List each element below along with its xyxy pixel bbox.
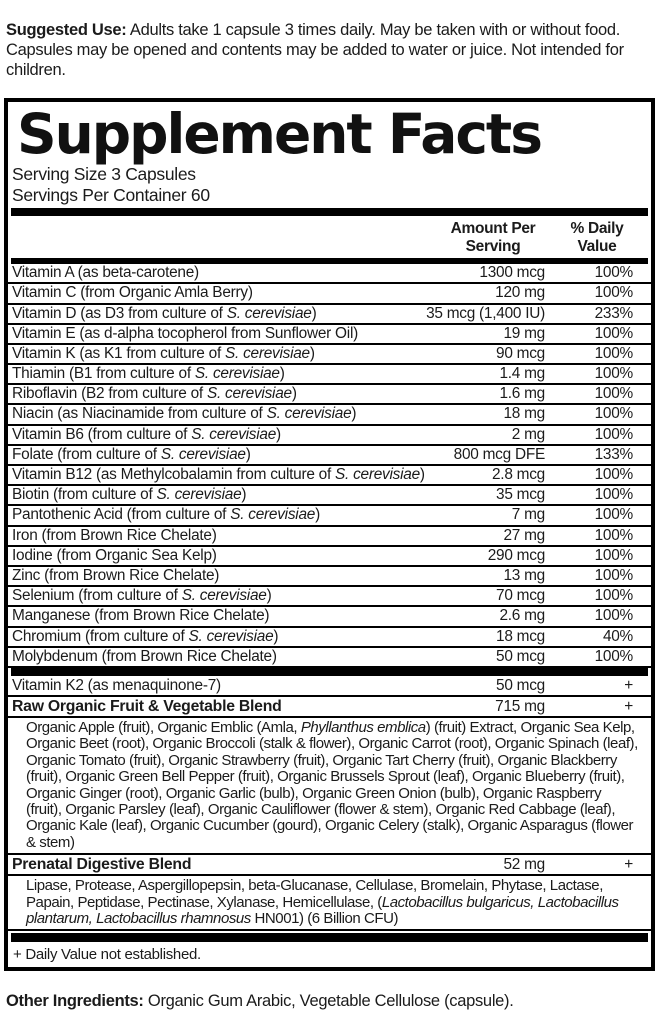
nutrient-amount: 2.6 mg bbox=[499, 607, 545, 625]
suggested-use-label: Suggested Use: bbox=[6, 20, 127, 39]
nutrient-name: Iodine (from Organic Sea Kelp) bbox=[12, 546, 217, 564]
table-row bbox=[8, 628, 651, 648]
nutrient-amount: 2.8 mcg bbox=[492, 466, 545, 483]
nutrient-daily-value: 100% bbox=[594, 566, 633, 584]
nutrient-name: Raw Organic Fruit & Vegetable Blend bbox=[12, 697, 282, 715]
nutrient-daily-value: 100% bbox=[594, 344, 633, 362]
table-row bbox=[8, 527, 651, 547]
divider-thick-top bbox=[11, 208, 648, 216]
table-row bbox=[8, 676, 651, 697]
nutrient-name: Molybdenum (from Brown Rice Chelate) bbox=[12, 647, 277, 665]
nutrient-amount: 35 mcg (1,400 IU) bbox=[426, 304, 545, 322]
nutrient-amount: 1.6 mg bbox=[499, 385, 545, 403]
nutrient-name: Biotin (from culture of S. cerevisiae) bbox=[12, 486, 247, 504]
nutrient-name: Chromium (from culture of S. cerevisiae) bbox=[12, 627, 279, 645]
nutrient-amount: 120 mg bbox=[495, 284, 545, 302]
table-row bbox=[8, 325, 651, 345]
nutrient-name: Zinc (from Brown Rice Chelate) bbox=[12, 566, 220, 584]
other-ingredients-label: Other Ingredients: bbox=[6, 991, 144, 1010]
nutrient-name: Vitamin D (as D3 from culture of S. cerevisiae) bbox=[12, 304, 317, 322]
nutrient-amount: 1.4 mg bbox=[499, 365, 545, 383]
nutrient-daily-value: 100% bbox=[594, 466, 633, 483]
nutrient-name: Vitamin C (from Organic Amla Berry) bbox=[12, 284, 253, 302]
nutrient-amount: 90 mcg bbox=[496, 344, 545, 362]
nutrient-name: Vitamin K (as K1 from culture of S. cerevisiae) bbox=[12, 344, 315, 362]
nutrient-daily-value: + bbox=[624, 697, 633, 715]
nutrient-amount: 19 mg bbox=[503, 324, 545, 342]
nutrient-name: Vitamin B12 (as Methylcobalamin from culture of S. cerevisiae) bbox=[12, 466, 425, 483]
table-row bbox=[8, 587, 651, 607]
blend-rows bbox=[8, 676, 651, 931]
nutrient-daily-value: 100% bbox=[594, 284, 633, 302]
divider-thick-bottom bbox=[11, 933, 648, 942]
table-row bbox=[8, 607, 651, 627]
nutrient-amount: 13 mg bbox=[503, 566, 545, 584]
nutrient-name: Vitamin B6 (from culture of S. cerevisiae) bbox=[12, 425, 281, 443]
nutrient-daily-value: 100% bbox=[594, 324, 633, 342]
table-row bbox=[8, 405, 651, 425]
nutrient-daily-value: 40% bbox=[602, 627, 633, 645]
nutrient-amount: 18 mg bbox=[503, 405, 545, 423]
nutrient-daily-value: 100% bbox=[594, 264, 633, 282]
table-row bbox=[8, 648, 651, 668]
divider-thick-middle bbox=[11, 668, 648, 676]
table-row bbox=[8, 446, 651, 466]
table-row bbox=[8, 506, 651, 526]
nutrient-amount: 70 mcg bbox=[496, 587, 545, 605]
nutrient-daily-value: + bbox=[624, 676, 633, 694]
nutrient-amount: 1300 mcg bbox=[479, 264, 545, 282]
table-row bbox=[8, 567, 651, 587]
table-row bbox=[8, 855, 651, 876]
nutrient-daily-value: 100% bbox=[594, 385, 633, 403]
nutrient-amount: 715 mg bbox=[495, 697, 545, 715]
blend-ingredients-text: Lipase, Protease, Aspergillopepsin, beta-Glucanase, Cellulase, Bromelain, Phytase, Lactase, Papain, Peptidase, Pectinase, Xylanase, Hemicellulase, (Lactobacillus bulgaricus, Lactobacillus plantarum, Lactobacillus rhamnosus HN001) (6 Billion CFU) bbox=[8, 876, 651, 931]
table-row bbox=[8, 697, 651, 718]
nutrient-daily-value: 233% bbox=[594, 304, 633, 322]
nutrient-daily-value: 133% bbox=[594, 445, 633, 463]
nutrient-amount: 800 mcg DFE bbox=[453, 445, 545, 463]
nutrient-daily-value: 100% bbox=[594, 546, 633, 564]
table-row bbox=[8, 345, 651, 365]
suggested-use-text: Adults take 1 capsule 3 times daily. May be taken with or without food. Capsules may be opened and contents may be added to water or juice. Not intended for children. bbox=[6, 20, 624, 79]
table-row bbox=[8, 305, 651, 325]
nutrient-daily-value: 100% bbox=[594, 405, 633, 423]
nutrient-daily-value: 100% bbox=[594, 647, 633, 665]
table-row bbox=[8, 264, 651, 284]
nutrient-daily-value: 100% bbox=[594, 486, 633, 504]
blend-ingredients-text: Organic Apple (fruit), Organic Emblic (Amla, Phyllanthus emblica) (fruit) Extract, Organic Sea Kelp, Organic Beet (root), Organic Broccoli (stalk & flower), Organic Carrot (root), Organic Spinach (leaf), Organic Tomato (fruit), Organic Strawberry (fruit), Organic Tart Cherry (fruit), Organic Blackberry (fruit), Organic Green Bell Pepper (fruit), Organic Brussels Sprout (leaf), Organic Blueberry (fruit), Organic Ginger (root), Organic Garlic (bulb), Organic Green Onion (bulb), Organic Raspberry (fruit), Organic Parsley (leaf), Organic Cauliflower (flower & stem), Organic Red Cabbage (leaf), Organic Kale (leaf), Organic Cucumber (gourd), Organic Celery (stalk), Organic Asparagus (flower & stem) bbox=[8, 718, 651, 855]
nutrient-amount: 35 mcg bbox=[496, 486, 545, 504]
table-row bbox=[8, 466, 651, 486]
other-ingredients bbox=[0, 988, 659, 1011]
nutrient-daily-value: 100% bbox=[594, 587, 633, 605]
column-header-row bbox=[8, 216, 651, 258]
column-header-daily-value: % Daily Value bbox=[570, 220, 624, 255]
nutrient-daily-value: + bbox=[624, 856, 633, 874]
nutrient-name: Vitamin K2 (as menaquinone-7) bbox=[12, 676, 221, 694]
servings-per-container: Servings Per Container 60 bbox=[12, 184, 210, 205]
nutrient-amount: 50 mcg bbox=[496, 647, 545, 665]
suggested-use bbox=[0, 17, 659, 82]
column-header-amount: Amount Per Serving bbox=[450, 220, 536, 255]
nutrient-daily-value: 100% bbox=[594, 526, 633, 544]
nutrient-name: Prenatal Digestive Blend bbox=[12, 856, 192, 874]
table-row bbox=[8, 547, 651, 567]
nutrient-name: Iron (from Brown Rice Chelate) bbox=[12, 526, 217, 544]
nutrient-amount: 50 mcg bbox=[496, 676, 545, 694]
table-row bbox=[8, 385, 651, 405]
table-row bbox=[8, 426, 651, 446]
nutrient-name: Thiamin (B1 from culture of S. cerevisiae) bbox=[12, 365, 285, 383]
other-ingredients-text: Organic Gum Arabic, Vegetable Cellulose (capsule). bbox=[147, 991, 514, 1010]
nutrient-amount: 7 mg bbox=[511, 506, 545, 524]
nutrient-name: Pantothenic Acid (from culture of S. cerevisiae) bbox=[12, 506, 320, 524]
table-row bbox=[8, 486, 651, 506]
nutrient-amount: 18 mcg bbox=[496, 627, 545, 645]
nutrient-daily-value: 100% bbox=[594, 506, 633, 524]
nutrient-amount: 290 mcg bbox=[487, 546, 545, 564]
nutrient-amount: 27 mg bbox=[503, 526, 545, 544]
table-row bbox=[8, 284, 651, 304]
nutrient-rows bbox=[8, 264, 651, 668]
serving-size: Serving Size 3 Capsules bbox=[12, 164, 196, 185]
nutrient-name: Folate (from culture of S. cerevisiae) bbox=[12, 445, 251, 463]
nutrient-name: Riboflavin (B2 from culture of S. cerevisiae) bbox=[12, 385, 297, 403]
nutrient-name: Manganese (from Brown Rice Chelate) bbox=[12, 607, 270, 625]
nutrient-name: Selenium (from culture of S. cerevisiae) bbox=[12, 587, 272, 605]
nutrient-daily-value: 100% bbox=[594, 365, 633, 383]
table-row bbox=[8, 365, 651, 385]
nutrient-daily-value: 100% bbox=[594, 607, 633, 625]
nutrient-name: Vitamin A (as beta-carotene) bbox=[12, 264, 199, 282]
nutrient-name: Niacin (as Niacinamide from culture of S. cerevisiae) bbox=[12, 405, 357, 423]
supplement-facts-panel bbox=[4, 98, 655, 971]
nutrient-amount: 2 mg bbox=[511, 425, 545, 443]
daily-value-footnote: + Daily Value not established. bbox=[13, 946, 201, 964]
nutrient-name: Vitamin E (as d-alpha tocopherol from Sunflower Oil) bbox=[12, 324, 358, 342]
nutrient-daily-value: 100% bbox=[594, 425, 633, 443]
nutrient-amount: 52 mg bbox=[503, 856, 545, 874]
panel-title: Supplement Facts bbox=[17, 102, 541, 167]
